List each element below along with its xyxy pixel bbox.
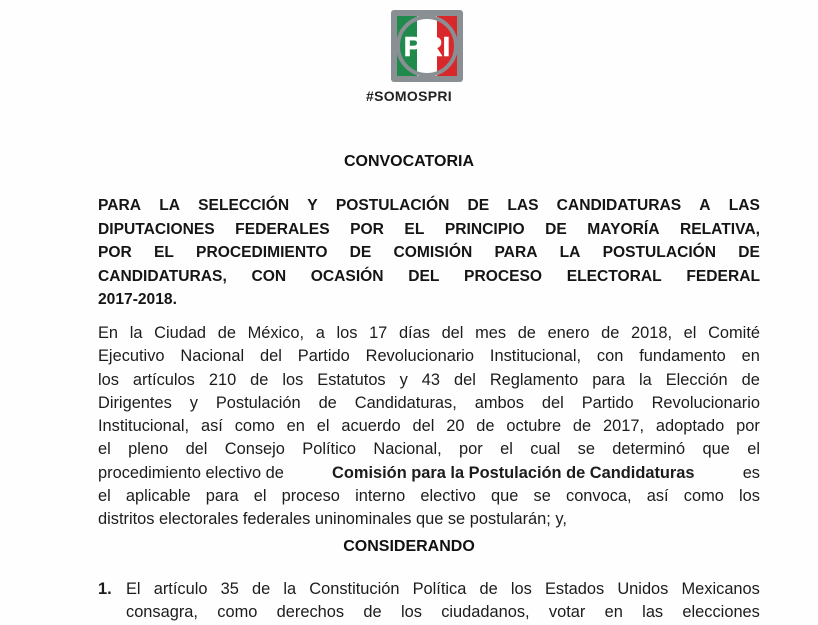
word: Constitución <box>309 580 400 598</box>
word: DE <box>738 244 760 261</box>
word: aplicable <box>125 487 191 506</box>
word: 2017, <box>603 417 645 436</box>
word: se <box>577 440 595 459</box>
word: FEDERAL <box>686 267 760 285</box>
word: los <box>739 487 760 506</box>
intro-text: es <box>742 463 760 482</box>
word: POSTULACIÓN <box>335 197 450 214</box>
word: LAS <box>728 197 760 214</box>
word: Consejo <box>224 440 285 459</box>
word: el <box>683 324 697 342</box>
word: DE <box>467 197 490 214</box>
word: Estatutos <box>317 370 386 389</box>
word: 43 <box>421 370 441 389</box>
word: como <box>217 603 258 622</box>
word: por <box>459 440 483 459</box>
word: de <box>217 324 236 342</box>
word: CANDIDATURAS, <box>98 267 227 285</box>
word: ambos <box>474 393 524 412</box>
word: del <box>441 324 464 342</box>
word: acuerdo <box>341 417 401 436</box>
word: POR <box>350 220 384 238</box>
word: LAS <box>507 197 539 214</box>
word: de <box>363 603 382 622</box>
intro-line <box>98 462 760 485</box>
intro-paragraph <box>98 322 760 532</box>
word: con <box>596 347 624 366</box>
word: como <box>234 417 275 436</box>
word: consagra, <box>126 603 198 622</box>
word: MAYORÍA <box>587 220 660 238</box>
word: CON <box>251 267 287 285</box>
word: México, <box>247 324 305 342</box>
word: convoca, <box>566 487 632 506</box>
word: elecciones <box>682 603 760 622</box>
word: Institucional, <box>98 417 190 436</box>
intro-bold-text: Comisión para la Postulación de Candidaturas <box>332 463 695 482</box>
word: interno <box>355 487 406 506</box>
word: para <box>205 487 239 506</box>
word: RELATIVA, <box>679 220 760 238</box>
word: Postulación <box>215 393 301 412</box>
word: En <box>98 324 119 342</box>
word: El <box>126 580 141 598</box>
word: para <box>592 370 625 389</box>
word: los <box>336 324 358 342</box>
word: ciudadanos, <box>441 603 530 622</box>
word: cual <box>530 440 561 459</box>
word: días <box>398 324 430 342</box>
word: del <box>453 370 476 389</box>
subtitle-line: 2017-2018. <box>98 291 177 308</box>
word: votar <box>548 603 586 622</box>
word: de <box>250 370 269 389</box>
pri-logo <box>391 10 463 82</box>
word: PARA <box>494 244 538 261</box>
word: los <box>98 370 119 389</box>
word: del <box>541 393 564 412</box>
word: POSTULACIÓN <box>602 244 717 261</box>
word: la <box>129 324 143 342</box>
word: el <box>98 440 111 459</box>
word: OCASIÓN <box>310 267 384 285</box>
word: de <box>479 580 498 598</box>
logo-text: PRI <box>403 31 451 62</box>
document-title: CONVOCATORIA <box>343 153 475 170</box>
word: el <box>747 440 760 459</box>
word: DIPUTACIONES <box>98 220 215 238</box>
word: FEDERALES <box>235 220 330 238</box>
word: las <box>642 603 664 622</box>
word: de <box>517 324 536 342</box>
intro-text: procedimiento electivo de <box>98 463 284 482</box>
word: Político <box>302 440 357 459</box>
word: Comité <box>708 324 760 342</box>
word: PROCESO <box>464 267 543 285</box>
word: POR <box>98 244 132 261</box>
word: CANDIDATURAS <box>556 197 682 214</box>
word: así <box>646 487 669 506</box>
word: Mexicanos <box>681 580 760 598</box>
word: ELECTORAL <box>566 267 662 285</box>
word: Ciudad <box>154 324 207 342</box>
subtitle-line <box>98 218 760 242</box>
word: se <box>533 487 551 506</box>
word: enero <box>547 324 590 342</box>
item-number: 1. <box>98 580 112 598</box>
word: Nacional <box>180 347 245 366</box>
word: el <box>253 487 267 506</box>
word: y <box>399 370 408 389</box>
intro-line <box>98 345 760 368</box>
word: así <box>200 417 223 436</box>
word: 2018, <box>631 324 673 342</box>
word: Elección <box>665 370 728 389</box>
word: DE <box>545 220 567 238</box>
word: electivo <box>420 487 476 506</box>
word: Reglamento <box>489 370 579 389</box>
word: de <box>741 370 760 389</box>
word: PRINCIPIO <box>444 220 525 238</box>
word: los <box>510 580 532 598</box>
word: del <box>260 347 282 366</box>
intro-line <box>98 415 760 438</box>
word: DEL <box>408 267 440 285</box>
word: como <box>683 487 724 506</box>
word: el <box>98 487 111 506</box>
word: los <box>400 603 422 622</box>
subtitle-line <box>98 194 760 218</box>
word: Institucional, <box>489 347 582 366</box>
word: determinó <box>612 440 686 459</box>
word: PARA <box>98 197 142 214</box>
word: LA <box>559 244 581 261</box>
word: que <box>702 440 730 459</box>
word: pleno <box>128 440 169 459</box>
word: de <box>572 417 592 436</box>
word: SELECCIÓN <box>198 197 290 214</box>
word: Partido <box>297 347 350 366</box>
word: 17 <box>369 324 388 342</box>
subtitle-line <box>98 241 760 265</box>
word: octubre <box>506 417 562 436</box>
word: Partido <box>581 393 634 412</box>
word: EL <box>404 220 425 238</box>
intro-line <box>98 485 760 508</box>
word: Dirigentes <box>98 393 172 412</box>
word: EL <box>153 244 174 261</box>
word: de <box>601 324 620 342</box>
document-subtitle <box>98 194 760 312</box>
word: por <box>736 417 760 436</box>
word: LA <box>159 197 180 214</box>
word: la <box>283 580 297 598</box>
item-text <box>126 578 760 625</box>
word: Ejecutivo <box>98 347 165 366</box>
word: de <box>251 580 271 598</box>
word: Unidos <box>617 580 669 598</box>
item-line <box>126 578 760 601</box>
word: del <box>412 417 435 436</box>
word: que <box>491 487 519 506</box>
word: artículos <box>132 370 195 389</box>
word: en <box>604 603 623 622</box>
subtitle-line <box>98 265 760 289</box>
word: artículo <box>153 580 208 598</box>
word: de <box>318 393 337 412</box>
word: adoptado <box>655 417 725 436</box>
word: Revolucionario <box>365 347 475 366</box>
item-line <box>126 601 760 624</box>
word: Candidaturas, <box>354 393 457 412</box>
intro-line <box>98 438 760 461</box>
word: el <box>500 440 513 459</box>
word: fundamento <box>639 347 726 366</box>
hashtag: #SOMOSPRI <box>366 88 452 104</box>
word: Revolucionario <box>651 393 760 412</box>
word: Nacional, <box>373 440 442 459</box>
word: COMISIÓN <box>393 244 473 261</box>
word: a <box>315 324 325 342</box>
word: Política <box>412 580 467 598</box>
word: derechos <box>276 603 345 622</box>
word: DE <box>349 244 372 261</box>
word: Y <box>307 197 318 214</box>
intro-line <box>98 322 760 345</box>
word: PROCEDIMIENTO <box>196 244 328 261</box>
word: del <box>185 440 208 459</box>
word: 35 <box>220 580 239 598</box>
section-title: CONSIDERANDO <box>343 538 475 555</box>
word: el <box>316 417 330 436</box>
word: los <box>282 370 304 389</box>
word: de <box>476 417 495 436</box>
intro-line: distritos electorales federales uninominales que se postularán; y, <box>98 510 567 529</box>
word: mes <box>475 324 507 342</box>
word: la <box>638 370 652 389</box>
word: A <box>699 197 711 214</box>
word: 210 <box>208 370 237 389</box>
word: Estados <box>544 580 605 598</box>
intro-line <box>98 369 760 392</box>
word: en <box>286 417 305 436</box>
intro-line <box>98 392 760 415</box>
word: en <box>741 347 760 366</box>
word: proceso <box>281 487 340 506</box>
word: y <box>189 393 198 412</box>
word: 20 <box>446 417 465 436</box>
